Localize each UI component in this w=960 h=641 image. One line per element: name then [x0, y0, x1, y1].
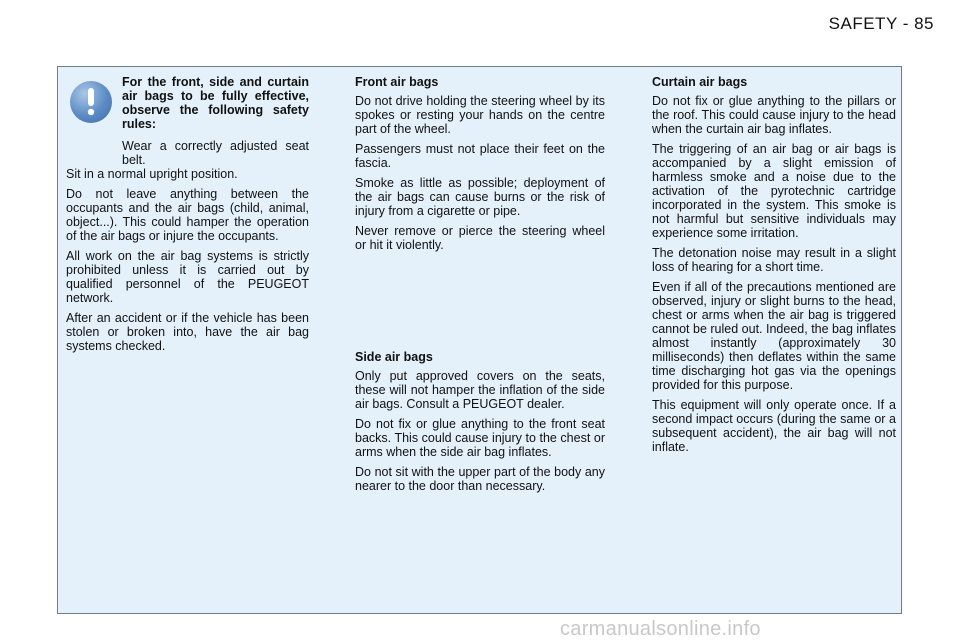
- curtain-paragraph: The triggering of an air bag or air bags is accompanied by a slight emission of harmless smoke and a noise due to the activation of the pyrotechnic cartridge incorporated in the system. This smoke is not harmful but sensitive individuals may experience some irritation.: [652, 142, 896, 240]
- warning-subtext: Wear a correctly adjusted seat belt.: [122, 139, 309, 167]
- watermark: carmanualsonline.info: [560, 618, 761, 640]
- rule-paragraph: All work on the air bag systems is strictly prohibited unless it is carried out by qualified personnel of the PEUGEOT network.: [66, 249, 309, 305]
- side-paragraph: Do not sit with the upper part of the body any nearer to the door than necessary.: [355, 465, 605, 493]
- warning-block: [66, 75, 309, 167]
- side-paragraph: Do not fix or glue anything to the front seat backs. This could cause injury to the chest or arms when the side air bag inflates.: [355, 417, 605, 459]
- curtain-paragraph: Do not fix or glue anything to the pillars or the roof. This could cause injury to the head when the curtain air bag inflates.: [652, 94, 896, 136]
- curtain-paragraph: This equipment will only operate once. If a second impact occurs (during the same or a subsequent accident), the air bag will not inflate.: [652, 398, 896, 454]
- front-paragraph: Do not drive holding the steering wheel by its spokes or resting your hands on the centre part of the wheel.: [355, 94, 605, 136]
- front-paragraph: Smoke as little as possible; deployment of the air bags can cause burns or the risk of injury from a cigarette or pipe.: [355, 176, 605, 218]
- safety-panel: [57, 66, 902, 614]
- column-side-air-bags: [355, 350, 605, 499]
- front-paragraph: Passengers must not place their feet on the fascia.: [355, 142, 605, 170]
- curtain-paragraph: Even if all of the precautions mentioned are observed, injury or slight burns to the head, chest or arms when the air bag is triggered cannot be ruled out. Indeed, the bag inflates almost instantly (approximately 30 milliseconds) then deflates within the same time discharging hot gas via the openings provided for this purpose.: [652, 280, 896, 392]
- page-title: SAFETY - 85: [828, 14, 934, 33]
- curtain-air-bags-heading: Curtain air bags: [652, 75, 748, 89]
- rule-paragraph: After an accident or if the vehicle has been stolen or broken into, have the air bag systems checked.: [66, 311, 309, 353]
- front-air-bags-heading: Front air bags: [355, 75, 439, 89]
- exclamation-icon: [70, 81, 112, 123]
- front-paragraph: Never remove or pierce the steering wheel or hit it violently.: [355, 224, 605, 252]
- rule-paragraph: Sit in a normal upright position.: [66, 167, 238, 181]
- rule-paragraph: Do not leave anything between the occupants and the air bags (child, animal, object...). This could hamper the operation of the air bags or injure the occupants.: [66, 187, 309, 243]
- column-curtain-air-bags: [652, 75, 896, 460]
- column-general-rules: [66, 75, 309, 359]
- column-front-air-bags: [355, 75, 605, 258]
- curtain-paragraph: The detonation noise may result in a slight loss of hearing for a short time.: [652, 246, 896, 274]
- side-air-bags-heading: Side air bags: [355, 350, 433, 364]
- side-paragraph: Only put approved covers on the seats, these will not hamper the inflation of the side air bags. Consult a PEUGEOT dealer.: [355, 369, 605, 411]
- warning-title: For the front, side and curtain air bags to be fully effective, observe the following safety rules:: [122, 75, 309, 131]
